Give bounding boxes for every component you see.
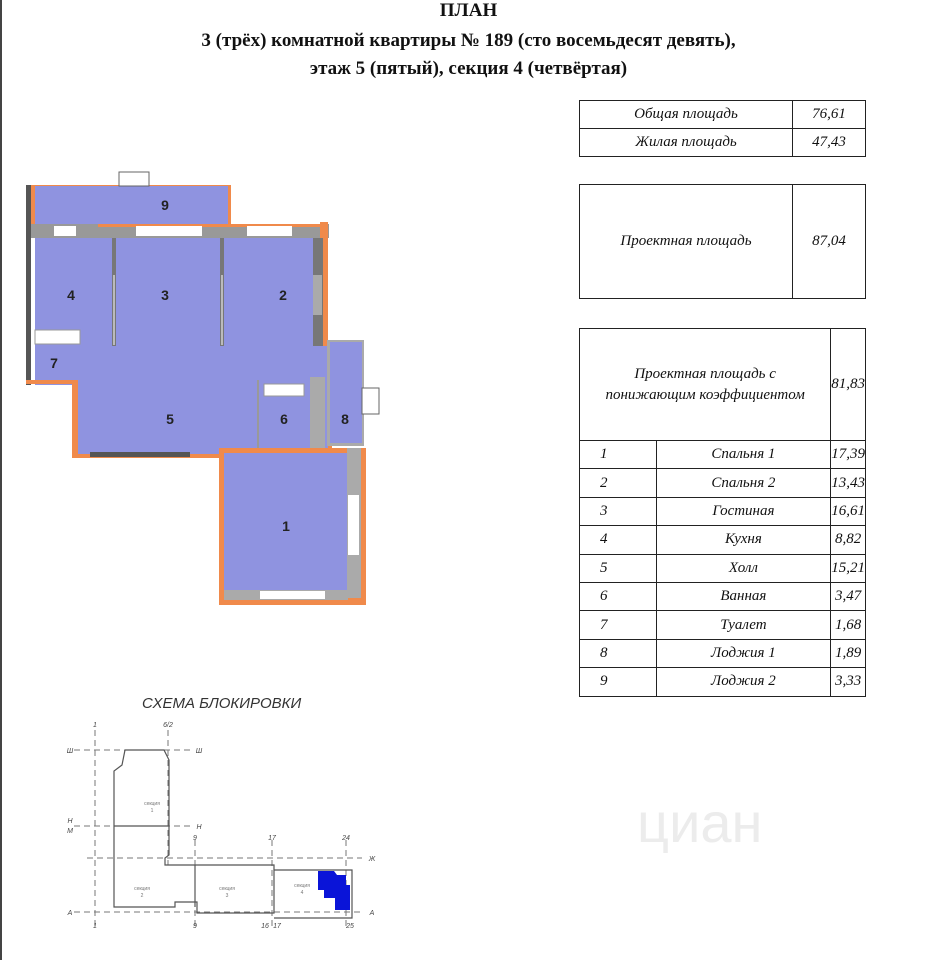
axis-label: 6/2	[163, 722, 173, 729]
axis-label: 17	[268, 835, 276, 842]
axis-label: 17	[273, 923, 281, 930]
room-row	[580, 611, 866, 639]
apartment-highlight	[318, 871, 350, 910]
room-row	[580, 526, 866, 554]
cian-watermark: циан	[637, 791, 763, 854]
axis-label: Ш	[66, 748, 74, 755]
room-area: 1,89	[831, 639, 866, 667]
room-area: 17,39	[831, 441, 866, 469]
loggia-2-rail	[119, 172, 149, 186]
floor-section-title: этаж 5 (пятый), секция 4 (четвёртая)	[309, 58, 628, 79]
section-number: 2	[140, 893, 144, 899]
scheme-title: СХЕМА БЛОКИРОВКИ	[142, 695, 302, 712]
reduced-area-value: 81,83	[831, 329, 866, 441]
room-area: 16,61	[831, 497, 866, 525]
room-label-1: 1	[282, 518, 290, 534]
apartment-floor-plan	[2, 0, 402, 620]
living-area-label: Жилая площадь	[580, 129, 793, 157]
section-label: секция	[294, 883, 310, 889]
bathtub	[264, 384, 304, 396]
apartment-title: 3 (трёх) комнатной квартиры № 189 (сто восемьдесят девять),	[201, 30, 736, 51]
project-area-value: 87,04	[793, 185, 866, 299]
room-number: 2	[580, 469, 657, 497]
room-row	[580, 639, 866, 667]
room-number: 9	[580, 668, 657, 696]
room-area: 1,68	[831, 611, 866, 639]
room-name: Туалет	[656, 611, 831, 639]
project-area-table	[579, 184, 866, 299]
room-label-4: 4	[67, 287, 75, 303]
room-label-3: 3	[161, 287, 169, 303]
room-number: 4	[580, 526, 657, 554]
room-label-9: 9	[161, 197, 169, 213]
total-area-value: 76,61	[793, 101, 866, 129]
room-label-2: 2	[279, 287, 287, 303]
axis-label: 9	[193, 923, 197, 930]
room-number: 1	[580, 441, 657, 469]
section-label: секция	[144, 801, 160, 807]
window	[247, 226, 292, 236]
room-name: Лоджия 1	[656, 639, 831, 667]
room-number: 5	[580, 554, 657, 582]
room-number: 7	[580, 611, 657, 639]
area-summary-table	[579, 100, 866, 157]
axis-label: М	[67, 828, 73, 835]
room-row	[580, 668, 866, 696]
room-area: 3,33	[831, 668, 866, 696]
room-area: 8,82	[831, 526, 866, 554]
loggia-1-rail	[362, 388, 379, 414]
room-label-6: 6	[280, 411, 288, 427]
section-number: 3	[225, 893, 229, 899]
room-name: Спальня 2	[656, 469, 831, 497]
room-area: 3,47	[831, 582, 866, 610]
axis-label: А	[369, 910, 375, 917]
project-area-label: Проектная площадь	[580, 185, 793, 299]
room-area: 13,43	[831, 469, 866, 497]
room-9	[35, 186, 228, 226]
axis-label: 24	[342, 835, 350, 842]
room-5	[78, 346, 328, 454]
room-name: Кухня	[656, 526, 831, 554]
room-row	[580, 469, 866, 497]
axis-label: А	[67, 910, 73, 917]
blocking-scheme	[62, 715, 392, 930]
axis-label: Ш	[195, 748, 203, 755]
room-number: 3	[580, 497, 657, 525]
axis-label: 25	[346, 923, 354, 930]
room-name: Ванная	[656, 582, 831, 610]
reduced-area-label: Проектная площадь с понижающим коэффициентом	[580, 329, 831, 441]
room-number: 8	[580, 639, 657, 667]
axis-label: Н	[67, 818, 73, 825]
room-row	[580, 582, 866, 610]
section-number: 1	[150, 808, 154, 814]
axis-label: 9	[193, 835, 197, 842]
axis-label: 1	[93, 923, 97, 930]
axis-label: Ж	[368, 856, 376, 863]
section-label: секция	[134, 886, 150, 892]
room-row	[580, 497, 866, 525]
axis-label: 16	[261, 923, 269, 930]
room-number: 6	[580, 582, 657, 610]
room-name: Гостиная	[656, 497, 831, 525]
axis-label: 1	[93, 722, 97, 729]
room-label-8: 8	[341, 411, 349, 427]
room-name: Холл	[656, 554, 831, 582]
total-area-label: Общая площадь	[580, 101, 793, 129]
room-row	[580, 554, 866, 582]
kitchen-counter	[35, 330, 80, 344]
room-8	[330, 342, 362, 443]
room-label-7: 7	[50, 355, 58, 371]
room-row	[580, 441, 866, 469]
exterior-wall	[26, 185, 31, 385]
plan-title: ПЛАН	[439, 0, 498, 21]
room-name: Спальня 1	[656, 441, 831, 469]
room-label-5: 5	[166, 411, 174, 427]
section-label: секция	[219, 886, 235, 892]
window	[136, 226, 202, 236]
rooms-table	[579, 328, 866, 697]
room-name: Лоджия 2	[656, 668, 831, 696]
living-area-value: 47,43	[793, 129, 866, 157]
window	[54, 226, 76, 236]
room-area: 15,21	[831, 554, 866, 582]
axis-label: Н	[196, 824, 202, 831]
section-number: 4	[300, 890, 304, 896]
